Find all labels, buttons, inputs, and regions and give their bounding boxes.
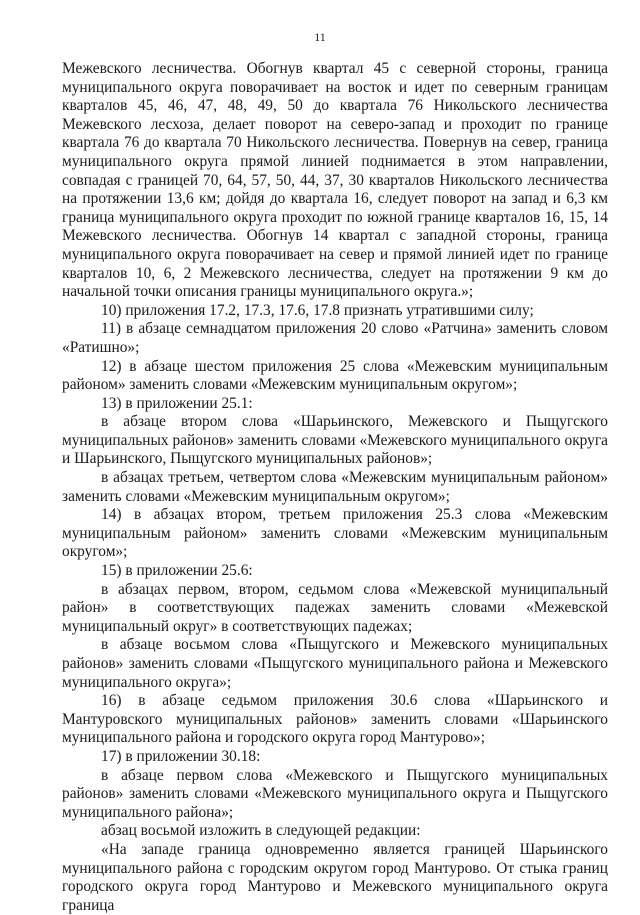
paragraph-item-17-first-abzac: в абзаце первом слова «Межевского и Пыщугского муниципальных районов» заменить словами «Межевского муниципального округа и Пыщугского муниципального района»; bbox=[62, 766, 608, 821]
paragraph-item-15: 15) в приложении 25.6: bbox=[101, 562, 253, 580]
paragraph-item-13: 13) в приложении 25.1: bbox=[101, 394, 253, 412]
paragraph-item-14: 14) в абзацах втором, третьем приложения 25.3 слова «Межевским муниципальным районом» заменить словами «Межевским муниципальным округом»; bbox=[62, 506, 608, 561]
paragraph-item-10: 10) приложения 17.2, 17.3, 17.6, 17.8 признать утратившими силу; bbox=[101, 301, 534, 319]
paragraph-new-text-quote: «На западе граница одновременно является границей Шарьинского муниципального района с городским округом город Мантурово. От стыка границ городского округа город Мантурово и Межевского муниципального округа граница bbox=[62, 840, 608, 914]
paragraph-boundary-description-end: Межевского лесничества. Обогнув квартал 45 с северной стороны, граница муниципального округа поворачивает на восток и идет по северным границам кварталов 45, 46, 47, 48, 49, 50 до квартала 76 Никольского лесничества Межевского лесхоза, делает поворот на северо-запад и проходит по границе квартала 76 до квартала 70 Никольского лесничества. Повернув на север, граница муниципального округа прямой линией поднимается в этом направлении, совпадая с границей 70, 64, 57, 50, 44, 37, 30 кварталов Никольского лесничества на протяжении 13,6 км; дойдя до квартала 16, следует поворот на запад и 6,3 км граница муниципального округа проходит по южной границе кварталов 16, 15, 14 Межевского лесничества. Обогнув 14 квартал с западной стороны, граница муниципального округа поворачивает на север и прямой линией идет по границе кварталов 10, 6, 2 Межевского лесничества, следует на протяжении 9 км до начальной точки описания границы муниципального округа.»; bbox=[62, 60, 608, 301]
paragraph-item-11: 11) в абзаце семнадцатом приложения 20 слово «Ратчина» заменить словом «Ратишно»; bbox=[62, 320, 608, 356]
paragraph-item-17-eighth-abzac: абзац восьмой изложить в следующей редакции: bbox=[101, 822, 421, 840]
paragraph-item-13-third-fourth-abzac: в абзацах третьем, четвертом слова «Межевским муниципальным районом» заменить словами «Межевским муниципальным округом»; bbox=[62, 469, 608, 505]
paragraph-item-17: 17) в приложении 30.18: bbox=[101, 747, 261, 765]
paragraph-item-15-first-abzacs: в абзацах первом, втором, седьмом слова «Межевской муниципальный район» в соответствующих падежах заменить словами «Межевской муниципальный округ» в соответствующих падежах; bbox=[62, 580, 608, 635]
paragraph-item-16: 16) в абзаце седьмом приложения 30.6 слова «Шарьинского и Мантуровского муниципальных районов» заменить словами «Шарьинского муниципального района и городского округа город Мантурово»; bbox=[62, 692, 608, 747]
paragraph-item-15-eighth-abzac: в абзаце восьмом слова «Пыщугского и Межевского муниципальных районов» заменить словами «Пыщугского муниципального района и Межевского муниципального округа»; bbox=[62, 636, 608, 691]
paragraph-item-13-second-abzac: в абзаце втором слова «Шарьинского, Межевского и Пыщугского муниципальных районов» заменить словами «Межевского муниципального округа и Шарьинского, Пыщугского муниципальных районов»; bbox=[62, 413, 608, 468]
paragraph-item-12: 12) в абзаце шестом приложения 25 слова «Межевским муниципальным районом» заменить словами «Межевским муниципальным округом»; bbox=[62, 357, 608, 394]
document-body bbox=[62, 60, 608, 915]
page-number: 11 bbox=[314, 30, 326, 44]
